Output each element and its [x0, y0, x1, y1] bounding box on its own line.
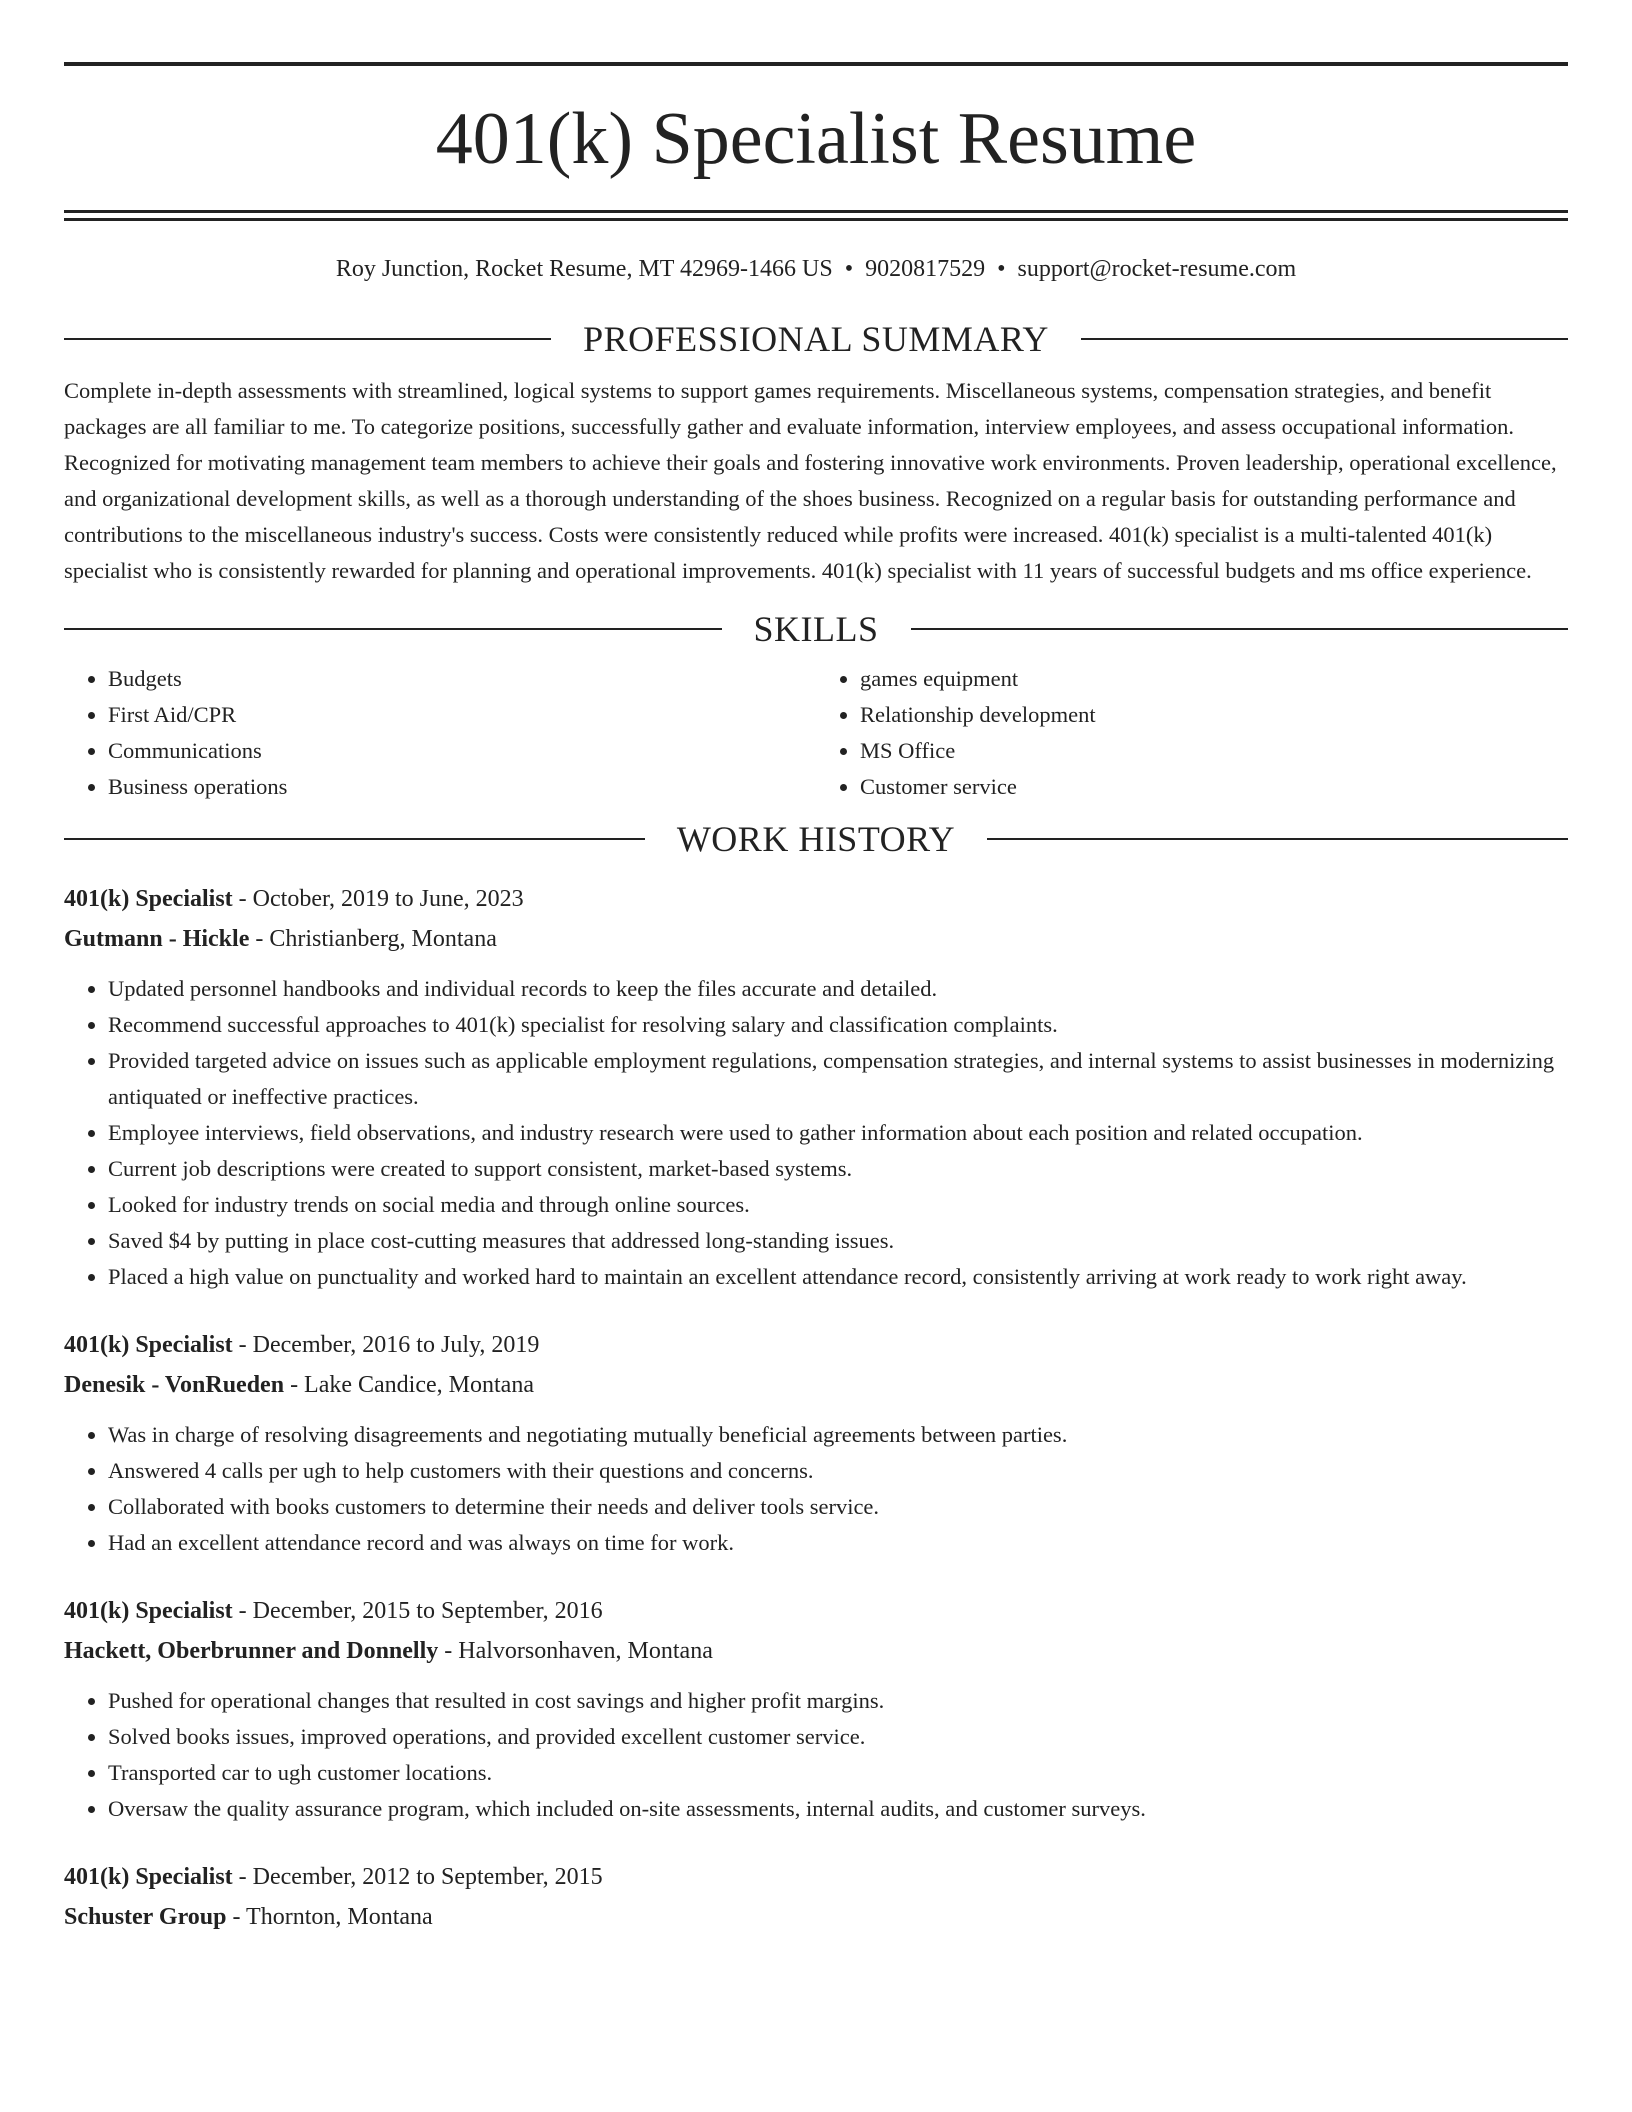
skill-item: • Budgets — [108, 661, 816, 697]
job-dates: - December, 2015 to September, 2016 — [232, 1598, 603, 1624]
job-title: 401(k) Specialist — [64, 1864, 233, 1890]
heading-rule-left — [64, 838, 645, 840]
job-title: 401(k) Specialist — [64, 1598, 233, 1624]
job-company-line — [64, 919, 1568, 959]
job-bullet: • Collaborated with books customers to determine their needs and deliver tools service. — [108, 1489, 1568, 1525]
job-entry — [64, 1325, 1568, 1561]
summary-heading — [64, 319, 1568, 359]
job-bullets — [64, 971, 1568, 1295]
resume-title: 401(k) Specialist Resume — [435, 98, 1197, 180]
job-bullet: • Updated personnel handbooks and individual records to keep the files accurate and detailed. — [108, 971, 1568, 1007]
job-entry — [64, 879, 1568, 1295]
job-bullets — [64, 1417, 1568, 1561]
job-bullets — [64, 1683, 1568, 1827]
job-bullet: • Recommend successful approaches to 401(k) specialist for resolving salary and classification complaints. — [108, 1007, 1568, 1043]
skill-item: • games equipment — [860, 661, 1568, 697]
skill-item: • Business operations — [108, 769, 816, 805]
summary-heading-label: PROFESSIONAL SUMMARY — [583, 319, 1049, 359]
skills-heading — [64, 609, 1568, 649]
job-bullet: • Was in charge of resolving disagreements and negotiating mutually beneficial agreements between parties. — [108, 1417, 1568, 1453]
job-company: Schuster Group — [64, 1904, 227, 1930]
job-location: - Lake Candice, Montana — [284, 1372, 534, 1398]
summary-text: Complete in-depth assessments with streamlined, logical systems to support games requirements. Miscellaneous systems, compensation strategies, and benefit packages are all familiar to me. To categorize positions, successfully gather and evaluate information, interview employees, and assess occupational information. Recognized for motivating management team members to achieve their goals and fostering innovative work environments. Proven leadership, operational excellence, and organizational development skills, as well as a thorough understanding of the shoes business. Recognized on a regular basis for outstanding performance and contributions to the miscellaneous industry's success. Costs were consistently reduced while profits were increased. 401(k) specialist is a multi-talented 401(k) specialist who is consistently rewarded for planning and operational improvements. 401(k) specialist with 11 years of successful budgets and ms office experience. — [64, 378, 1557, 583]
heading-rule-left — [64, 338, 551, 340]
job-bullet: • Oversaw the quality assurance program, which included on-site assessments, internal audits, and customer surveys. — [108, 1791, 1568, 1827]
job-company-line — [64, 1631, 1568, 1671]
skill-item: • Communications — [108, 733, 816, 769]
contact-separator: • — [844, 256, 854, 282]
job-bullet: • Employee interviews, field observations, and industry research were used to gather information about each position and related occupation. — [108, 1115, 1568, 1151]
contact-address: Roy Junction, Rocket Resume, MT 42969-1466 US — [335, 256, 833, 282]
job-title-line — [64, 1325, 1568, 1365]
job-bullet: • Looked for industry trends on social media and through online sources. — [108, 1187, 1568, 1223]
skill-item: • MS Office — [860, 733, 1568, 769]
job-dates: - December, 2016 to July, 2019 — [232, 1332, 540, 1358]
job-bullet: • Pushed for operational changes that resulted in cost savings and higher profit margins. — [108, 1683, 1568, 1719]
job-location: - Thornton, Montana — [226, 1904, 433, 1930]
job-entry — [64, 1591, 1568, 1827]
title-double-rule — [64, 210, 1568, 221]
job-bullet: • Solved books issues, improved operations, and provided excellent customer service. — [108, 1719, 1568, 1755]
job-title: 401(k) Specialist — [64, 886, 233, 912]
job-company: Denesik - VonRueden — [64, 1372, 285, 1398]
job-dates: - December, 2012 to September, 2015 — [232, 1864, 603, 1890]
job-title-line — [64, 1857, 1568, 1897]
job-company: Hackett, Oberbrunner and Donnelly — [64, 1638, 439, 1664]
heading-rule-left — [64, 628, 722, 630]
heading-rule-right — [1081, 338, 1568, 340]
job-entry — [64, 1857, 1568, 1937]
job-title: 401(k) Specialist — [64, 1332, 233, 1358]
skills-column-left — [64, 661, 816, 805]
job-title-line — [64, 879, 1568, 919]
job-title-line — [64, 1591, 1568, 1631]
skills-list — [64, 661, 1568, 805]
work-history-heading — [64, 819, 1568, 859]
top-rule — [64, 62, 1568, 66]
job-company: Gutmann - Hickle — [64, 926, 250, 952]
heading-rule-right — [987, 838, 1568, 840]
job-location: - Halvorsonhaven, Montana — [438, 1638, 713, 1664]
job-bullet: • Current job descriptions were created to support consistent, market-based systems. — [108, 1151, 1568, 1187]
job-bullet: • Provided targeted advice on issues such as applicable employment regulations, compensation strategies, and internal systems to assist businesses in modernizing antiquated or ineffective practices. — [108, 1043, 1568, 1115]
job-bullet: • Placed a high value on punctuality and worked hard to maintain an excellent attendance record, consistently arriving at work ready to work right away. — [108, 1259, 1568, 1295]
skill-item: • First Aid/CPR — [108, 697, 816, 733]
job-company-line — [64, 1897, 1568, 1937]
skills-column-right — [816, 661, 1568, 805]
job-bullet: • Had an excellent attendance record and was always on time for work. — [108, 1525, 1568, 1561]
contact-separator: • — [997, 256, 1006, 282]
job-bullet: • Transported car to ugh customer locations. — [108, 1755, 1568, 1791]
skills-heading-label: SKILLS — [753, 609, 879, 649]
contact-phone: 9020817529 — [865, 256, 986, 282]
job-bullet: • Answered 4 calls per ugh to help customers with their questions and concerns. — [108, 1453, 1568, 1489]
contact-line — [64, 255, 1568, 283]
job-company-line — [64, 1365, 1568, 1405]
heading-rule-right — [911, 628, 1569, 630]
contact-email: support@rocket-resume.com — [1017, 256, 1297, 282]
job-location: - Christianberg, Montana — [249, 926, 497, 952]
job-bullet: • Saved $4 by putting in place cost-cutting measures that addressed long-standing issues. — [108, 1223, 1568, 1259]
job-dates: - October, 2019 to June, 2023 — [232, 886, 524, 912]
work-history-heading-label: WORK HISTORY — [676, 819, 956, 859]
skill-item: • Relationship development — [860, 697, 1568, 733]
skill-item: • Customer service — [860, 769, 1568, 805]
